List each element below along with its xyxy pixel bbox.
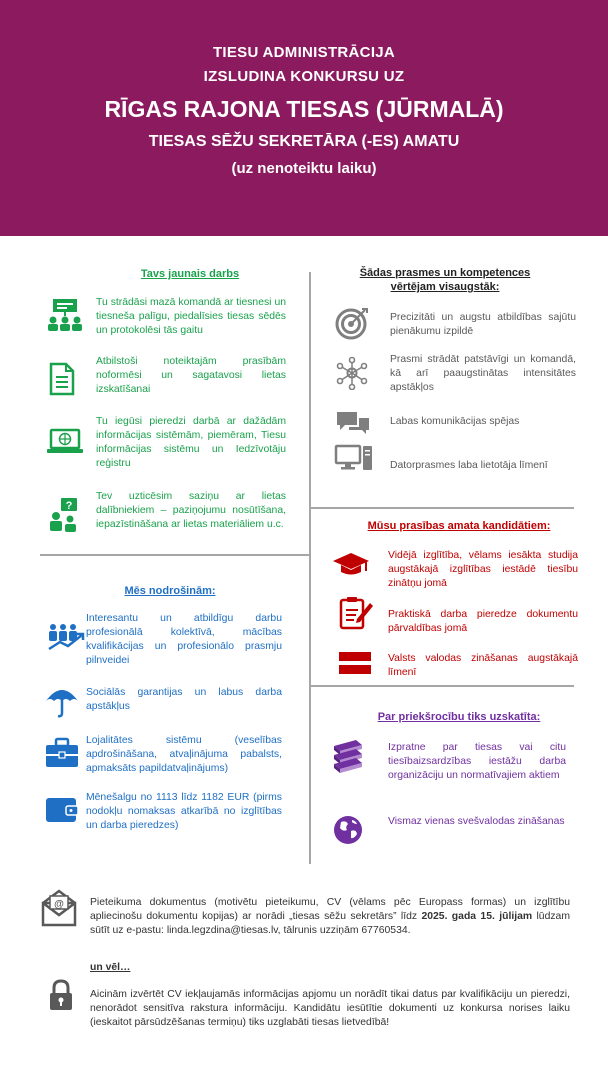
advantage-item-1: Izpratne par tiesas vai citu tiesībaizsardzības iestāžu darba organizāciju un normatīvajiem aktiem bbox=[388, 742, 566, 781]
apply-text bbox=[90, 896, 570, 938]
job-section-title: Tavs jaunais darbs bbox=[140, 268, 240, 280]
offer-item-1: Interesantu un atbildīgu darbu profesionālā kolektīvā, mācības kvalifikācijas un profesionālo prasmju pilnveidei bbox=[86, 613, 282, 666]
network-icon bbox=[335, 356, 369, 390]
email-envelope-icon bbox=[40, 887, 78, 927]
meeting-icon bbox=[45, 297, 85, 333]
skills-item-1: Precizitāti un augstu atbildības sajūtu pienākumu izpildē bbox=[390, 312, 576, 337]
graduation-cap-icon bbox=[331, 551, 371, 577]
target-icon bbox=[335, 306, 369, 340]
right-divider-1 bbox=[310, 507, 574, 509]
requirements-item-2: Praktiskā darba pieredze dokumentu pārvaldības jomā bbox=[388, 609, 578, 634]
laptop-globe-icon bbox=[45, 428, 85, 456]
skills-item-2: Prasmi strādāt patstāvīgi un komandā, kā arī paaugstinātas intensitātes apstākļos bbox=[390, 354, 576, 393]
apply-text-a: Pieteikuma dokumentus (motivētu pieteikumu, CV (vēlams pēc Europass formas) un izglītību apliecinošu dokumentu kopijas) ar norādi „tiesas sēžu sekretārs” līdz bbox=[90, 897, 570, 922]
skills-title-line-2: vērtējam visaugstāk: bbox=[390, 281, 500, 293]
header-banner bbox=[0, 0, 608, 236]
left-divider bbox=[40, 554, 310, 556]
padlock-icon bbox=[48, 978, 74, 1012]
svg-text:@: @ bbox=[54, 899, 64, 910]
job-item-4: Tev uzticēsim saziņu ar lietas dalībniekiem – paziņojumu nosūtīšana, iepazīstināšana ar lietas materiāliem u.c. bbox=[96, 491, 286, 530]
header-line-2: IZSLUDINA KONKURSU UZ bbox=[203, 68, 405, 85]
header-position: TIESAS SĒŽU SEKRETĀRA (-ES) AMATU bbox=[148, 133, 460, 150]
header-line-1: TIESU ADMINISTRĀCIJA bbox=[212, 44, 396, 61]
more-text: Aicinām izvērtēt CV iekļaujamās informācijas apjomu un norādīt tikai datus par kvalifikāciju un pieredzi, nenorādot sensitīva rakstura informāciju. Kandidātu iesūtītie dokumenti uz konkursa norises laiku (ieskaitot pārsūdzēšanas termiņu) tiks uzglabāti tiesas lietvedībā! bbox=[90, 989, 570, 1028]
more-title: un vēl… bbox=[90, 962, 131, 973]
apply-text-b: lūdzam sūtīt uz e-pastu: linda.legzdina@tiesas.lv, tālrunis uzziņām 67760534. bbox=[90, 911, 570, 936]
svg-text:?: ? bbox=[65, 500, 73, 512]
offer-item-3: Lojalitātes sistēmu (veselības apdrošināšana, atvaļinājuma pabalsts, apmaksāts papildatvaļinājums) bbox=[86, 735, 282, 774]
center-divider bbox=[309, 272, 311, 864]
requirements-item-3: Valsts valodas zināšanas augstākajā līmenī bbox=[388, 653, 578, 678]
question-people-icon bbox=[47, 497, 81, 533]
requirements-section-title: Mūsu prasības amata kandidātiem: bbox=[367, 520, 551, 532]
computer-icon bbox=[334, 444, 374, 472]
chat-icon bbox=[335, 410, 371, 436]
language-bars-icon bbox=[338, 651, 372, 675]
requirements-item-1: Vidējā izglītība, vēlams iesākta studija augstākajā izglītības iestādē tiesību zinātņu jomā bbox=[388, 550, 578, 589]
offer-item-4: Mēnešalgu no 1113 līdz 1182 EUR (pirms nodokļu nomaksas atkarībā no izglītības un darba pieredzes) bbox=[86, 792, 282, 831]
briefcase-icon bbox=[44, 737, 80, 769]
right-divider-2 bbox=[310, 685, 574, 687]
job-item-2: Atbilstoši noteiktajām prasībām noformēsi un sagatavosi lietas izskatīšanai bbox=[96, 356, 286, 395]
offer-item-2: Sociālās garantijas un labus darba apstākļus bbox=[86, 687, 282, 712]
header-term: (uz nenoteiktu laiku) bbox=[231, 160, 377, 177]
team-growth-icon bbox=[46, 618, 86, 652]
job-item-1: Tu strādāsi mazā komandā ar tiesnesi un tiesneša palīgu, piedalīsies tiesas sēdēs un protokolēsi tās gaitu bbox=[96, 297, 286, 336]
header-court-name: RĪGAS RAJONA TIESAS (JŪRMALĀ) bbox=[104, 96, 504, 122]
advantage-section-title: Par priekšrocību tiks uzskatīta: bbox=[377, 711, 541, 723]
form-edit-icon bbox=[338, 595, 374, 631]
skills-item-3: Labas komunikācijas spējas bbox=[390, 416, 520, 427]
advantage-item-2: Vismaz vienas svešvalodas zināšanas bbox=[388, 816, 565, 827]
skills-item-4: Datorprasmes laba lietotāja līmenī bbox=[390, 460, 548, 471]
globe-icon bbox=[332, 814, 364, 846]
offer-section-title: Mēs nodrošinām: bbox=[124, 585, 216, 597]
skills-title-line-1: Šādas prasmes un kompetences bbox=[359, 267, 531, 279]
wallet-icon bbox=[44, 794, 80, 824]
books-icon bbox=[330, 738, 366, 774]
document-icon bbox=[49, 362, 75, 396]
skills-section-title bbox=[330, 266, 560, 294]
apply-deadline: 2025. gada 15. jūlijam bbox=[421, 911, 533, 922]
umbrella-icon bbox=[44, 683, 80, 719]
job-item-3: Tu iegūsi pieredzi darbā ar dažādām informācijas sistēmām, piemēram, Tiesu informācijas sistēmu un Iedzīvotāju reģistru bbox=[96, 416, 286, 469]
